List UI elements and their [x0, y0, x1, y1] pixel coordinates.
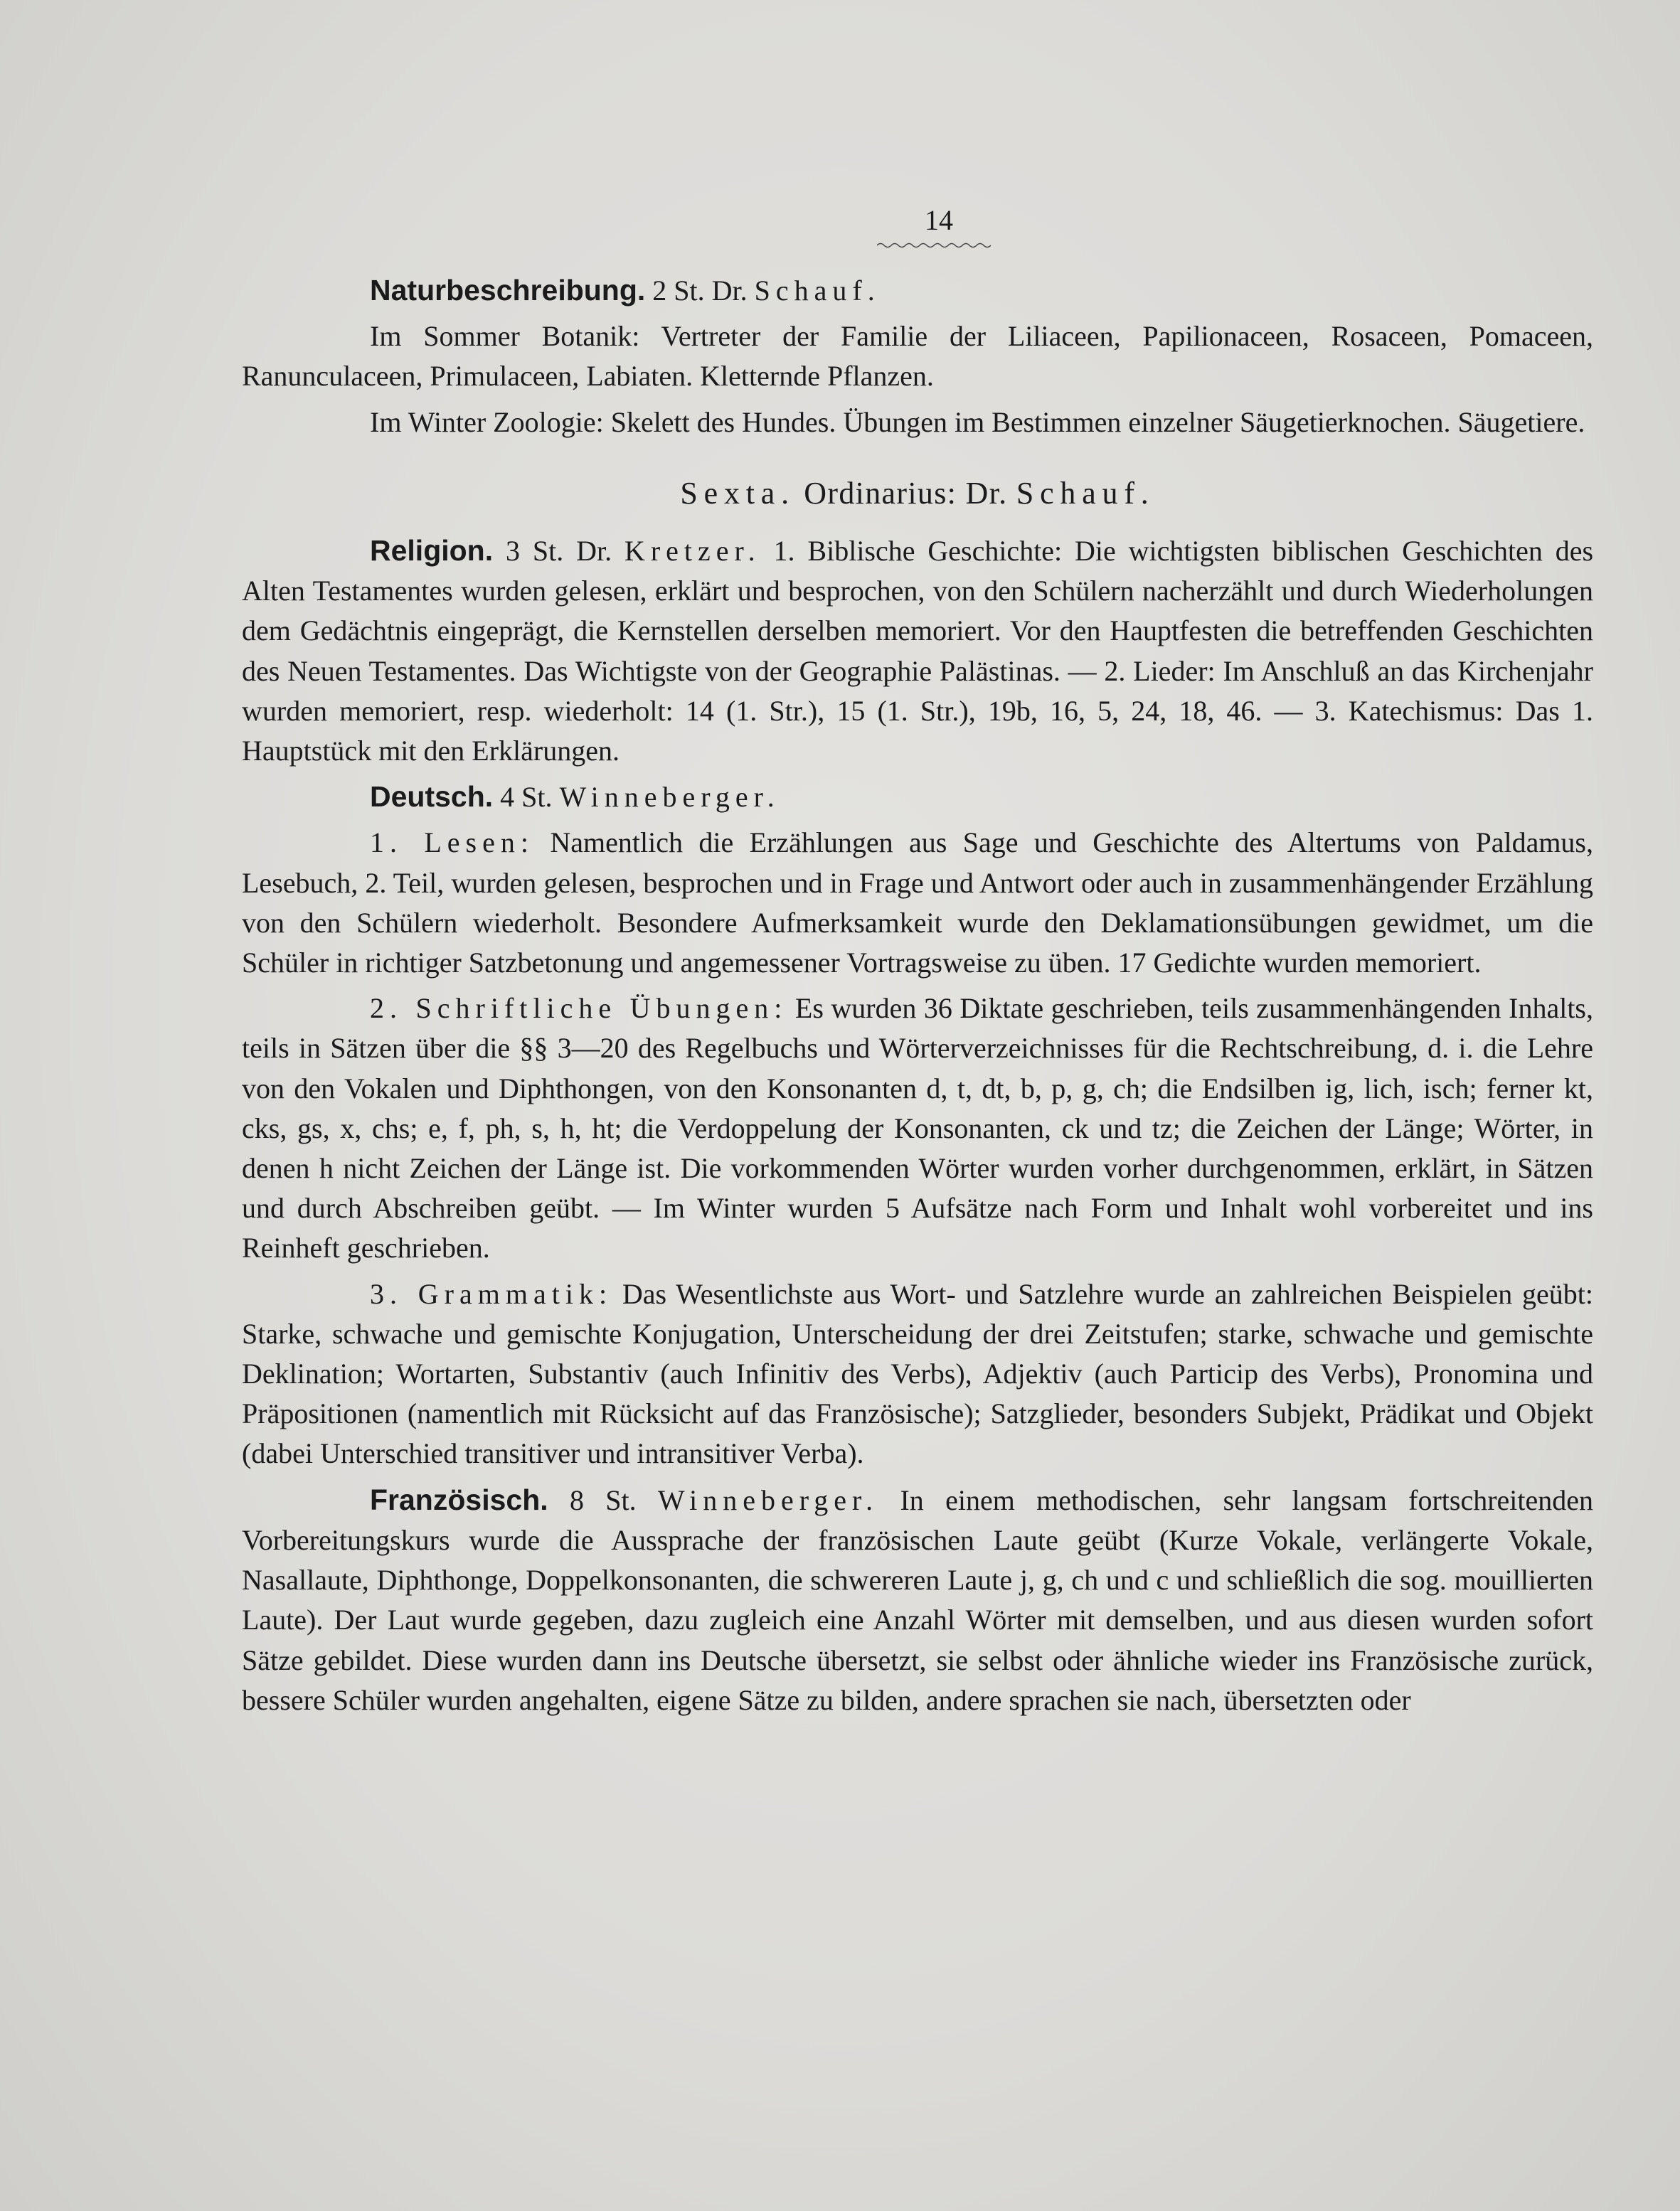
deutsch-schriftliche-uebungen — [242, 989, 1593, 1268]
deutsch-lesen-label: 1. Lesen: — [370, 826, 534, 859]
religion-teacher: Kretzer. — [624, 535, 761, 568]
deutsch-grammatik — [242, 1274, 1593, 1474]
franzoesisch-heading: Französisch. — [370, 1483, 548, 1516]
deutsch-hours: 4 St. — [500, 781, 553, 814]
page-number-ornament — [877, 242, 991, 249]
religion-hours: 3 St. — [505, 535, 564, 568]
naturbeschreibung-heading: Naturbeschreibung. — [370, 274, 646, 307]
deutsch-schriftliche-label: 2. Schriftliche Übungen: — [370, 992, 788, 1025]
deutsch-grammatik-label: 3. Grammatik: — [370, 1277, 613, 1310]
naturbeschreibung-teacher: Schauf. — [754, 275, 881, 307]
franzoesisch-body: In einem methodischen, sehr langsam fortschreitenden Vorbereitungskurs wurde die Aussprache der französischen Laute geübt (Kurze Vokale, verlängerte Vokale, Nasallaute, Diphthonge, Doppelkonsonanten, die schwereren Laute j, g, ch und c und schließlich die sog. mouillierten Laute). Der Laut wurde gegeben, dazu zugleich eine Anzahl Wörter mit demselben, und aus diesen wurden sofort Sätze gebildet. Diese wurden dann ins Deutsche übersetzt, sie selbst oder ähnliche wieder ins Französische zurück, bessere Schüler wurden angehalten, eigene Sätze zu bilden, andere sprachen sie nach, übersetzten oder — [242, 1483, 1594, 1716]
deutsch-heading: Deutsch. — [370, 780, 494, 814]
deutsch-lesen — [242, 823, 1593, 983]
religion-teacher-title: Dr. — [576, 535, 612, 568]
sexta-title — [242, 474, 1593, 513]
page-body — [242, 270, 1593, 1720]
religion-section — [242, 531, 1593, 771]
sexta-title-word: Sexta. — [680, 475, 795, 511]
deutsch-lesen-body: Namentlich die Erzählungen aus Sage und Geschichte des Altertums von Paldamus, Lesebuch, 2. Teil, wurden gelesen, besprochen und in Frage und Antwort oder auch in zusammenhängender Erzählung von den Schülern wiederholt. Besondere Aufmerksamkeit wurde den Deklamationsübungen gewidmet, um die Schüler in richtiger Satzbetonung und angemessener Vortragsweise zu üben. 17 Gedichte wurden memoriert. — [242, 826, 1593, 979]
naturbeschreibung-hours: 2 St. — [652, 275, 705, 307]
deutsch-grammatik-body: Das Wesentlichste aus Wort- und Satzlehre wurde an zahlreichen Beispielen geübt: Starke, schwache und gemischte Konjugation, Unterscheidung der drei Zeitstufen; starke, schwache und gemischte Deklination; Wortarten, Substantiv (auch Infinitiv des Verbs), Adjektiv (auch Particip des Verbs), Pronomina und Präpositionen (namentlich mit Rücksicht auf das Französische); Satzglieder, besonders Subjekt, Prädikat und Objekt (dabei Unterschied transitiver und intransitiver Verba). — [242, 1277, 1593, 1470]
franzoesisch-section — [242, 1480, 1593, 1720]
sexta-title-name: Schauf. — [1016, 475, 1155, 511]
naturbeschreibung-winter: Im Winter Zoologie: Skelett des Hundes. Übungen im Bestimmen einzelner Säugetierknochen. Säugetiere. — [370, 405, 1585, 438]
deutsch-schriftliche-body: Es wurden 36 Diktate geschrieben, teils zusammenhängenden Inhalts, teils in Sätzen über die §§ 3—20 des Regelbuchs und Wörterverzeichnisses für die Rechtschreibung, d. i. die Lehre von den Vokalen und Diphthongen, von den Konsonanten d, t, dt, b, p, g, ch; die Endsilben ig, lich, isch; ferner kt, cks, gs, x, chs; e, f, ph, s, h, ht; die Verdoppelung der Konsonanten, ck und tz; die Zeichen der Länge; Wörter, in denen h nicht Zeichen der Länge ist. Die vorkommenden Wörter wurden vorher durchgenommen, erklärt, in Sätzen und durch Abschreiben geübt. — Im Winter wurden 5 Aufsätze nach Form und Inhalt wohl vorbereitet und ins Reinheft geschrieben. — [242, 992, 1593, 1264]
naturbeschreibung-summer: Im Sommer Botanik: Vertreter der Familie der Liliaceen, Papilionaceen, Rosaceen, Pomaceen, Ranunculaceen, Primulaceen, Labiaten. Kletternde Pflanzen. — [242, 320, 1593, 393]
franzoesisch-hours: 8 St. — [569, 1483, 637, 1516]
deutsch-header — [242, 777, 1593, 817]
sexta-title-ordinarius: Ordinarius: Dr. — [804, 475, 1008, 511]
deutsch-teacher: Winneberger. — [559, 781, 780, 814]
religion-body: 1. Biblische Geschichte: Die wichtigsten biblischen Geschichten des Alten Testamentes wurden gelesen, erklärt und besprochen, von den Schülern nacherzählt und durch Wiederholungen dem Gedächtnis eingeprägt, die Kernstellen derselben memoriert. Vor den Hauptfesten die betreffenden Geschichten des Neuen Testamentes. Das Wichtigste von der Geographie Palästinas. — 2. Lieder: Im Anschluß an das Kirchenjahr wurden memoriert, resp. wiederholt: 14 (1. Str.), 15 (1. Str.), 19b, 16, 5, 24, 18, 46. — 3. Katechismus: Das 1. Hauptstück mit den Erklärungen. — [242, 535, 1594, 767]
religion-heading: Religion. — [370, 534, 494, 568]
naturbeschreibung-header — [242, 270, 1593, 311]
naturbeschreibung-teacher-title: Dr. — [711, 275, 748, 307]
page-number: 14 — [925, 204, 953, 236]
franzoesisch-teacher: Winneberger. — [657, 1483, 879, 1516]
